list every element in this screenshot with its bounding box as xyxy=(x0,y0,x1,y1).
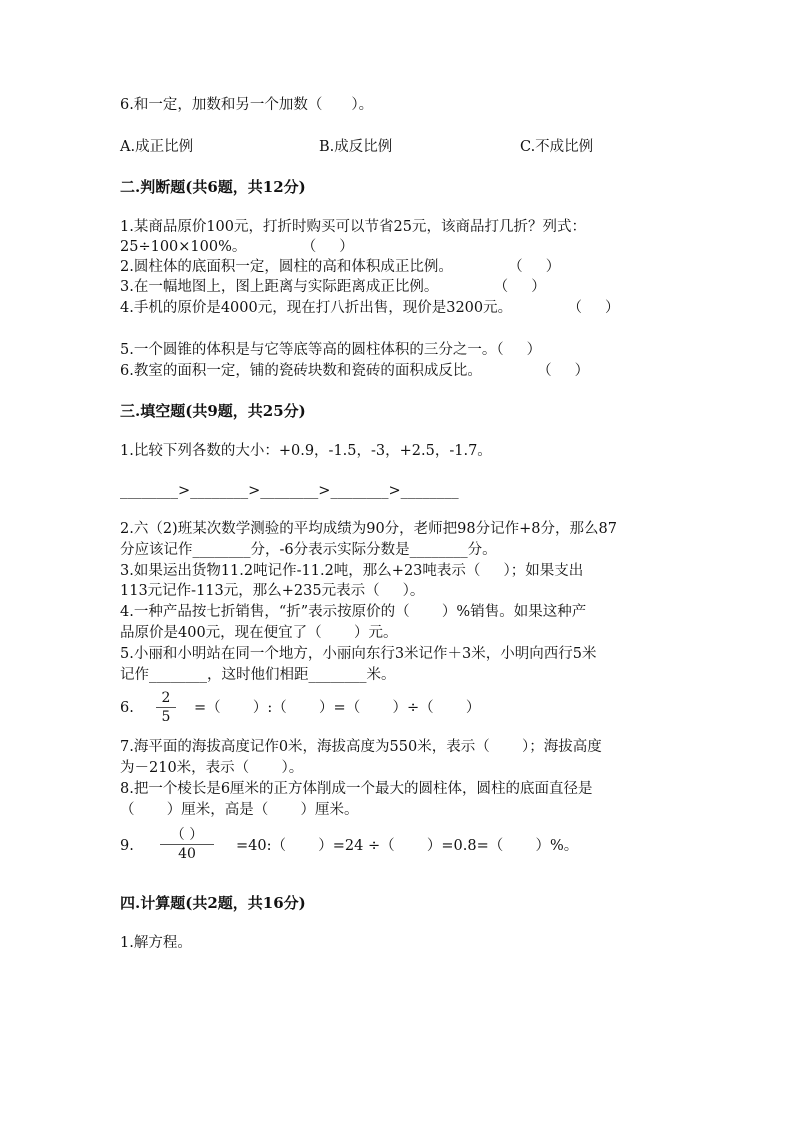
fill-q8-line1: 8.把一个棱长是6厘米的正方体削成一个最大的圆柱体，圆柱的底面直径是 xyxy=(120,781,593,797)
fill-q7-line2: 为－210米，表示（ ）。 xyxy=(120,760,304,776)
question-6-stem: 6.和一定，加数和另一个加数（ ）。 xyxy=(120,97,374,113)
section-2-heading: 二.判断题(共6题，共12分) xyxy=(120,178,306,196)
fill-q3-line2: 113元记作-113元，那么+235元表示（ ）。 xyxy=(120,583,425,599)
judge-q1-line1: 1.某商品原价100元，打折时购买可以节省25元，该商品打几折？列式： xyxy=(120,219,586,235)
fill-q7-line1: 7.海平面的海拔高度记作0米，海拔高度为550米，表示（ ）；海拔高度 xyxy=(120,739,602,755)
fraction-bar xyxy=(160,844,214,845)
fill-q4-line1: 4.一种产品按七折销售，“折”表示按原价的（ ）%销售。如果这种产 xyxy=(120,604,587,620)
judge-q2: 2.圆柱体的底面积一定，圆柱的高和体积成正比例。 （ ） xyxy=(120,259,561,275)
fill-q2-line1: 2.六（2)班某次数学测验的平均成绩为90分，老师把98分记作+8分，那么87 xyxy=(120,521,617,537)
fill-q1: 1.比较下列各数的大小：+0.9，-1.5，-3，+2.5，-1.7。 xyxy=(120,443,492,459)
judge-q3: 3.在一幅地图上，图上距离与实际距离成正比例。 （ ） xyxy=(120,279,546,295)
judge-q6: 6.教室的面积一定，铺的瓷砖块数和瓷砖的面积成反比。 （ ） xyxy=(120,363,590,379)
fill-q6-number: 6. xyxy=(120,700,134,716)
option-b: B.成反比例 xyxy=(319,139,393,155)
section-3-heading: 三.填空题(共9题，共25分) xyxy=(120,402,306,420)
fraction-denominator: 40 xyxy=(178,846,196,862)
fill-q6-expression: =（ ）:（ ）=（ ）÷（ ） xyxy=(194,700,481,716)
fraction-two-fifths xyxy=(156,690,176,725)
section-4-heading: 四.计算题(共2题，共16分) xyxy=(120,894,306,912)
fraction-numerator: （ ） xyxy=(170,827,204,843)
fill-q4-line2: 品原价是400元，现在便宜了（ ）元。 xyxy=(120,625,398,641)
fill-q3-line1: 3.如果运出货物11.2吨记作-11.2吨，那么+23吨表示（ ）；如果支出 xyxy=(120,563,584,579)
fill-q9-expression: =40:（ ）=24 ÷（ ）=0.8=（ ）%。 xyxy=(236,838,579,854)
option-a: A.成正比例 xyxy=(120,139,194,155)
judge-q1-line2: 25÷100×100%。 （ ） xyxy=(120,239,354,255)
fill-q2-line2: 分应该记作________分，-6分表示实际分数是________分。 xyxy=(120,542,497,558)
fill-q1-blanks: ________>________>________>________>________ xyxy=(120,483,459,499)
fill-q5-line2: 记作________，这时他们相距________米。 xyxy=(120,667,396,683)
fraction-blank-over-forty xyxy=(160,827,214,862)
judge-q4: 4.手机的原价是4000元，现在打八折出售，现价是3200元。 （ ） xyxy=(120,300,620,316)
fraction-numerator: 2 xyxy=(161,690,171,706)
judge-q5: 5.一个圆锥的体积是与它等底等高的圆柱体积的三分之一。（ ） xyxy=(120,342,542,358)
calc-q1: 1.解方程。 xyxy=(120,935,192,951)
fill-q5-line1: 5.小丽和小明站在同一个地方，小丽向东行3米记作＋3米，小明向西行5米 xyxy=(120,646,597,662)
fill-q9-number: 9. xyxy=(120,838,134,854)
fraction-denominator: 5 xyxy=(161,709,171,725)
option-c: C.不成比例 xyxy=(520,139,594,155)
fill-q8-line2: （ ）厘米，高是（ ）厘米。 xyxy=(120,802,359,818)
fraction-bar xyxy=(156,707,176,708)
